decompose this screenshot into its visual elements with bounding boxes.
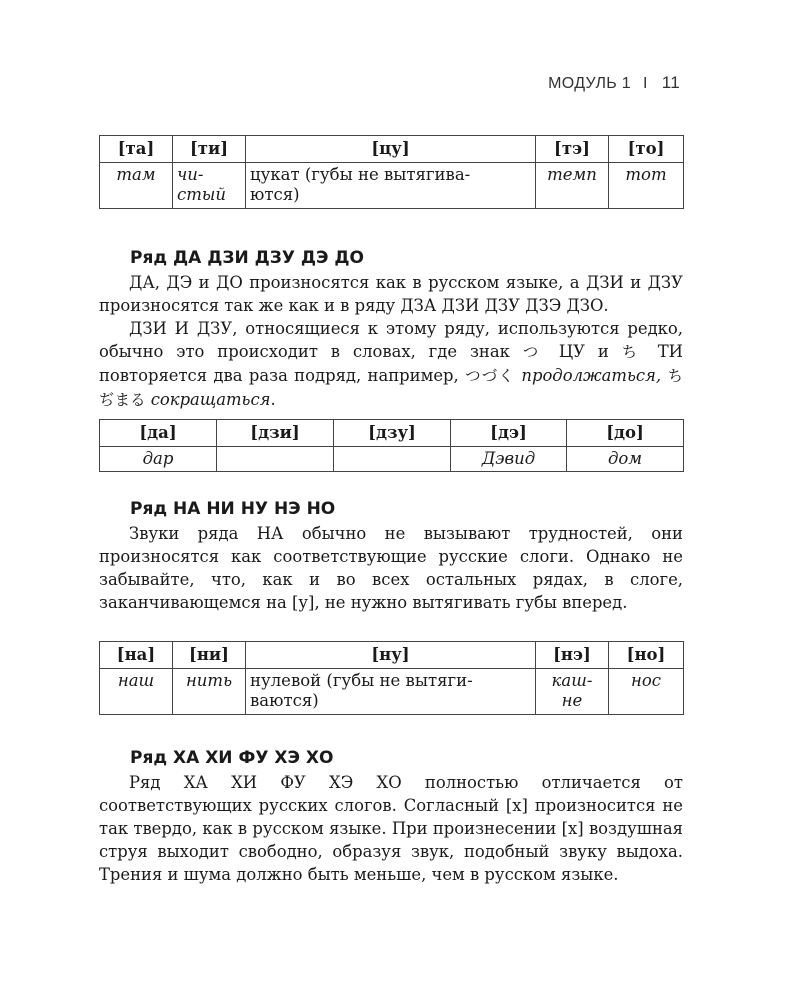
kana-chi: ち: [621, 343, 645, 361]
table-cell: каш- не: [536, 669, 609, 715]
kana-tsu: つ: [522, 343, 546, 361]
table-ta-row: [99, 135, 684, 209]
kana-chijimaru: ちぢまる: [99, 367, 683, 409]
table-cell: дар: [100, 447, 217, 472]
table-da-row: [99, 419, 684, 472]
table-cell: чи- стый: [173, 163, 246, 209]
table-header-cell: [да]: [100, 420, 217, 447]
table-na-row: [99, 641, 684, 715]
paragraph-text: ТИ повторяется два раза подряд, например,: [99, 342, 683, 385]
table-header-cell: [ни]: [173, 642, 246, 669]
table-cell: нос: [609, 669, 684, 715]
table-cell: тот: [609, 163, 684, 209]
table-cell: [217, 447, 334, 472]
table-header-cell: [дэ]: [451, 420, 567, 447]
table-header-cell: [дзи]: [217, 420, 334, 447]
italic-word: сокращаться: [150, 390, 271, 409]
section-heading-ha: Ряд ХА ХИ ФУ ХЭ ХО: [130, 748, 334, 768]
table-row: [100, 163, 684, 209]
table-header-cell: [ти]: [173, 136, 246, 163]
table-cell: нить: [173, 669, 246, 715]
module-label: МОДУЛЬ 1: [548, 75, 631, 92]
table-cell: темп: [536, 163, 609, 209]
table-header-cell: [нэ]: [536, 642, 609, 669]
table-header-row: [100, 642, 684, 669]
table-header-cell: [то]: [609, 136, 684, 163]
table-header-cell: [та]: [100, 136, 173, 163]
table-header-row: [100, 136, 684, 163]
section-heading-da: Ряд ДА ДЗИ ДЗУ ДЭ ДО: [130, 248, 364, 268]
table-row: [100, 447, 684, 472]
table-header-cell: [цу]: [246, 136, 536, 163]
header-separator: I: [643, 75, 648, 92]
kana-tsuzuku: つづく: [465, 367, 516, 385]
paragraph-ha-1: Ряд ХА ХИ ФУ ХЭ ХО полностью отличается от соответствующих русских слогов. Согласный [х] произносится не так твердо, как в русском языке. При произнесении [х] воздушная струя выходит свободно, образуя звук, подобный звуку выдоха. Трения и шума должно быть меньше, чем в русском языке.: [99, 773, 683, 884]
table-header-cell: [до]: [567, 420, 684, 447]
italic-word: продолжаться,: [521, 366, 662, 385]
table-cell: цукат (губы не вытягива- ются): [246, 163, 536, 209]
page-number: 11: [661, 73, 680, 92]
table-header-row: [100, 420, 684, 447]
table-cell: дом: [567, 447, 684, 472]
table-header-cell: [но]: [609, 642, 684, 669]
running-header: [548, 73, 680, 93]
paragraph-text: ДЗИ И ДЗУ, относящиеся к этому ряду, используются редко, обычно это происходит в словах, где знак: [99, 319, 683, 361]
table-cell: Дэвид: [451, 447, 567, 472]
table-header-cell: [на]: [100, 642, 173, 669]
table-header-cell: [тэ]: [536, 136, 609, 163]
paragraph-da-2: [99, 317, 683, 412]
paragraph-text: ЦУ и: [558, 342, 609, 361]
table-header-cell: [дзу]: [334, 420, 451, 447]
paragraph-text: .: [270, 390, 276, 409]
table-cell: там: [100, 163, 173, 209]
table-cell: наш: [100, 669, 173, 715]
section-heading-na: Ряд НА НИ НУ НЭ НО: [130, 499, 336, 519]
paragraph-na-1: Звуки ряда НА обычно не вызывают трудностей, они произносятся как соответствующие русские слоги. Однако не забывайте, что, как и во всех остальных рядах, в слоге, заканчивающемся на [у], не нужно вытягивать губы вперед.: [99, 524, 683, 612]
table-row: [100, 669, 684, 715]
paragraph-da-1: ДА, ДЭ и ДО произносятся как в русском языке, а ДЗИ и ДЗУ произносятся так же как и в ряду ДЗА ДЗИ ДЗУ ДЗЭ ДЗО.: [99, 273, 683, 315]
table-header-cell: [ну]: [246, 642, 536, 669]
table-cell: нулевой (губы не вытяги- ваются): [246, 669, 536, 715]
table-cell: [334, 447, 451, 472]
